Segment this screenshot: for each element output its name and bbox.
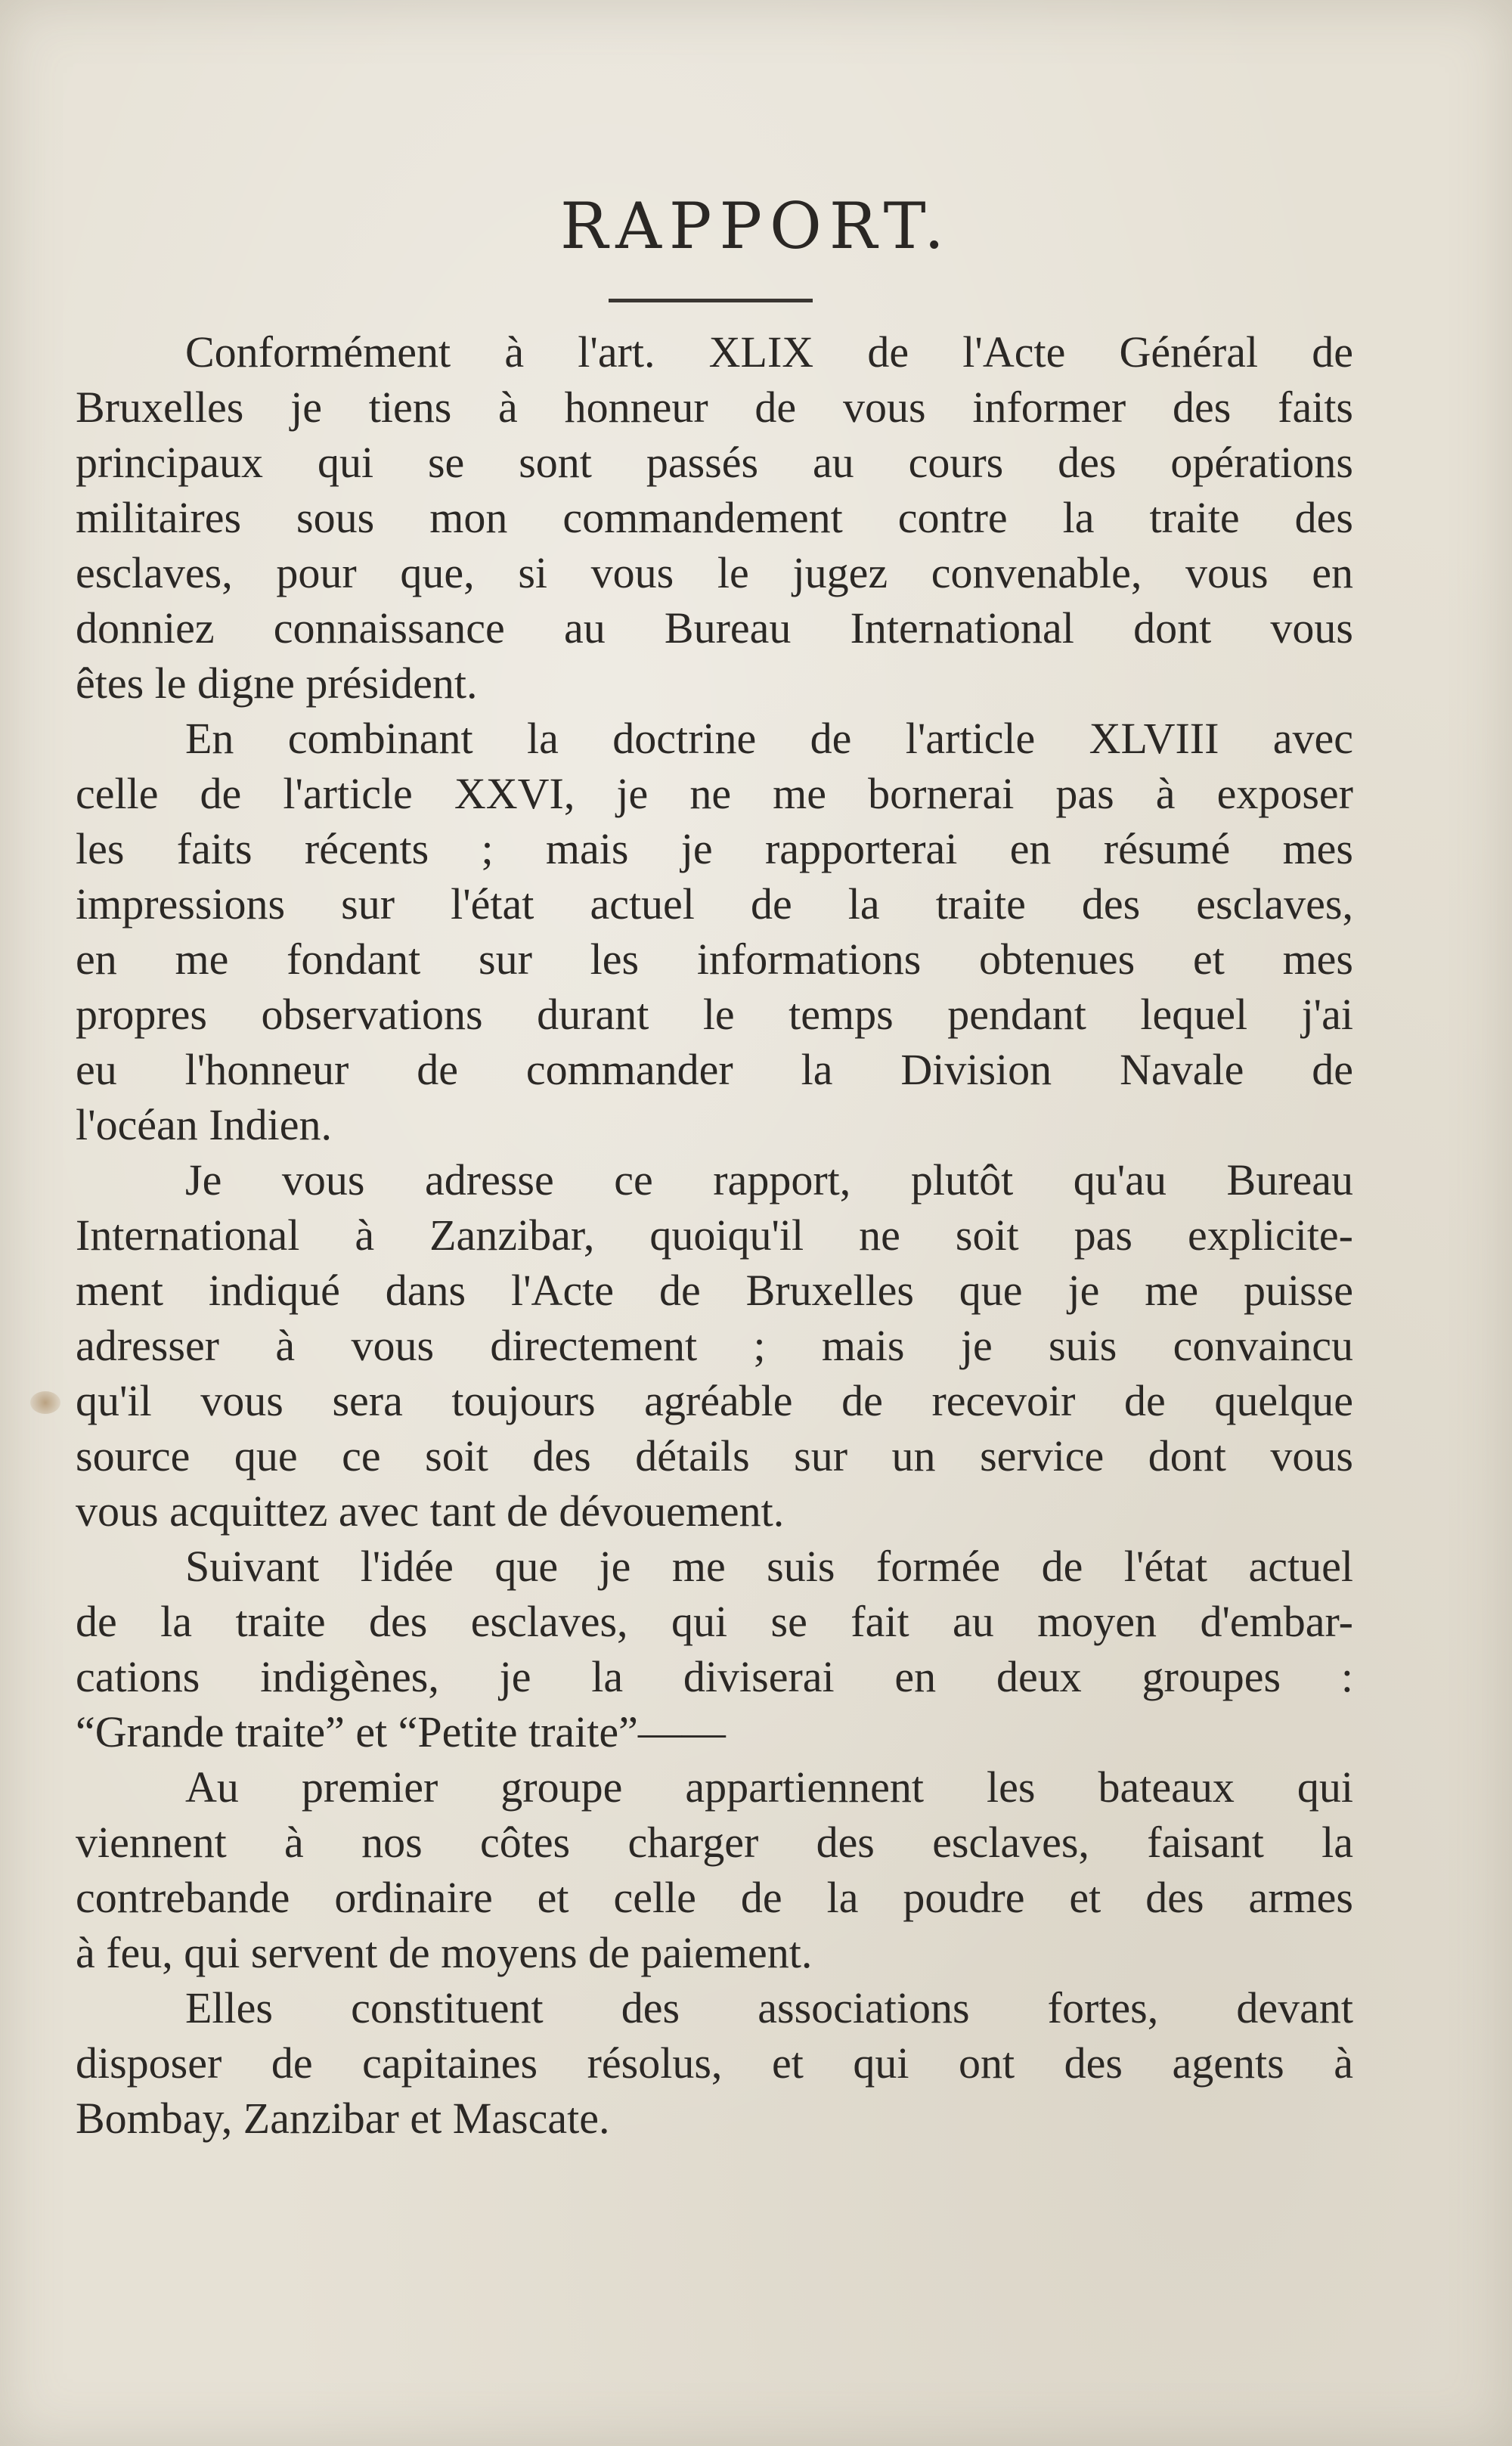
text-line: militaires sous mon commandement contre la traite des xyxy=(76,493,1353,542)
text-line: à feu, qui servent de moyens de paiement. xyxy=(76,1928,813,1977)
text-line: l'océan Indien. xyxy=(76,1100,332,1149)
text-line: “Grande traite” et “Petite traite”—— xyxy=(76,1707,726,1756)
text-line: celle de l'article XXVI, je ne me bornerai pas à exposer xyxy=(76,769,1353,818)
text-line: Je vous adresse ce rapport, plutôt qu'au Bureau xyxy=(185,1155,1353,1204)
text-line: source que ce soit des détails sur un service dont vous xyxy=(76,1431,1353,1480)
text-line: Conformément à l'art. XLIX de l'Acte Général de xyxy=(185,327,1353,377)
text-line: Bombay, Zanzibar et Mascate. xyxy=(76,2094,610,2143)
text-line: contrebande ordinaire et celle de la poudre et des armes xyxy=(76,1873,1353,1922)
text-line: principaux qui se sont passés au cours des opérations xyxy=(76,438,1353,487)
text-line: qu'il vous sera toujours agréable de recevoir de quelque xyxy=(76,1376,1353,1425)
text-line: propres observations durant le temps pendant lequel j'ai xyxy=(76,990,1353,1039)
text-line: International à Zanzibar, quoiqu'il ne soit pas explicite- xyxy=(76,1211,1353,1260)
text-line: esclaves, pour que, si vous le jugez convenable, vous en xyxy=(76,548,1353,597)
text-line: En combinant la doctrine de l'article XLVIII avec xyxy=(185,714,1353,763)
text-line: les faits récents ; mais je rapporterai en résumé mes xyxy=(76,824,1353,873)
title-rule xyxy=(609,299,813,302)
text-line: cations indigènes, je la diviserai en deux groupes : xyxy=(76,1652,1353,1701)
text-line: de la traite des esclaves, qui se fait au moyen d'embar- xyxy=(76,1597,1353,1646)
text-line: en me fondant sur les informations obtenues et mes xyxy=(76,935,1353,984)
text-line: Elles constituent des associations fortes, devant xyxy=(185,1983,1353,2032)
paper-stain xyxy=(30,1391,60,1414)
text-line: Au premier groupe appartiennent les bateaux qui xyxy=(185,1762,1353,1812)
text-line: ment indiqué dans l'Acte de Bruxelles que je me puisse xyxy=(76,1266,1353,1315)
text-line: adresser à vous directement ; mais je suis convaincu xyxy=(76,1321,1353,1370)
text-line: Suivant l'idée que je me suis formée de l'état actuel xyxy=(185,1542,1353,1591)
text-line: viennent à nos côtes charger des esclaves, faisant la xyxy=(76,1818,1353,1867)
text-line: donniez connaissance au Bureau International dont vous xyxy=(76,603,1353,653)
text-line: Bruxelles je tiens à honneur de vous informer des faits xyxy=(76,383,1353,432)
text-line: impressions sur l'état actuel de la traite des esclaves, xyxy=(76,879,1353,928)
text-line: êtes le digne président. xyxy=(76,659,478,708)
text-line: disposer de capitaines résolus, et qui ont des agents à xyxy=(76,2038,1353,2088)
text-line: vous acquittez avec tant de dévouement. xyxy=(76,1487,785,1536)
text-line: eu l'honneur de commander la Division Navale de xyxy=(76,1045,1353,1094)
page-title: RAPPORT. xyxy=(560,189,952,263)
